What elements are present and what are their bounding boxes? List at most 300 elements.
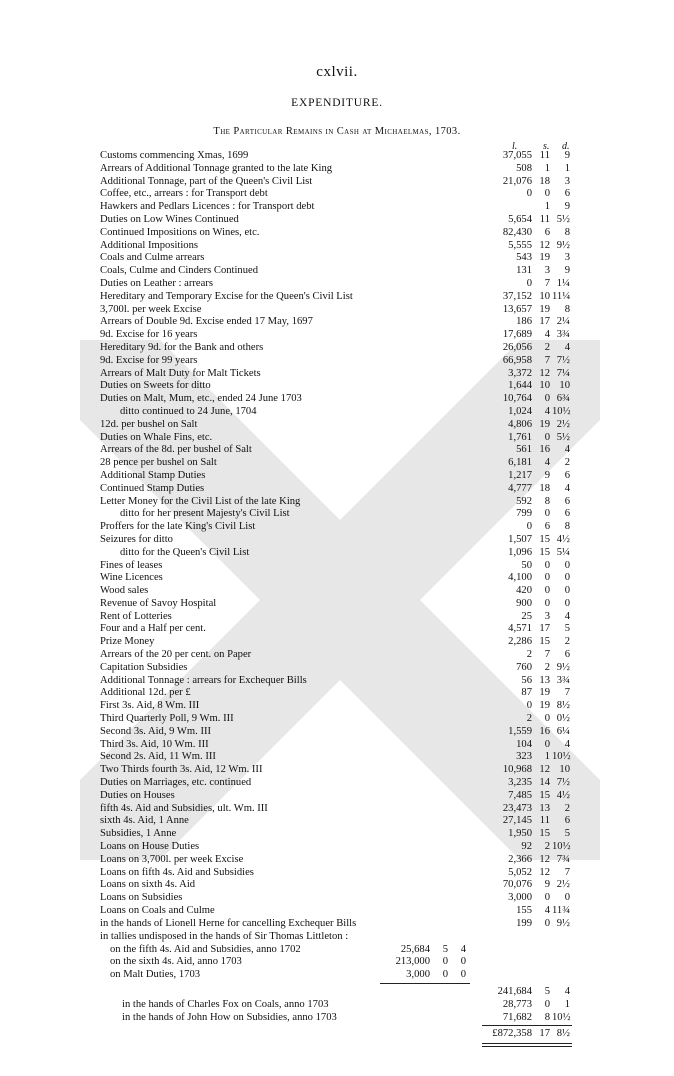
amount-pence: 8½ <box>556 700 570 712</box>
row-label: Hawkers and Pedlars Licences : for Transport debt <box>100 201 315 213</box>
hands-pence: 10½ <box>552 1011 571 1023</box>
tally-pence: 0 <box>460 956 466 968</box>
ledger-row <box>100 188 580 201</box>
amount-pounds: 4,806 <box>508 418 532 430</box>
ledger-row <box>100 547 580 560</box>
amount-pence: 2 <box>564 457 570 469</box>
ledger-row <box>100 457 580 470</box>
amount-shillings: 4 <box>544 405 550 417</box>
amount-pence: 10½ <box>552 405 571 417</box>
ledger-row <box>100 534 580 547</box>
row-label: ditto continued to 24 June, 1704 <box>120 405 257 417</box>
ledger-row <box>100 751 580 764</box>
row-label: Duties on Houses <box>100 789 175 801</box>
ledger-row <box>100 432 580 445</box>
ledger-row <box>100 713 580 726</box>
ledger-row <box>100 252 580 265</box>
ledger-row <box>100 841 580 854</box>
grand-total-pounds: £872,358 <box>492 1028 532 1040</box>
ledger-row <box>100 764 580 777</box>
amount-pence: 11¾ <box>552 905 571 917</box>
amount-pence: 0 <box>564 597 570 609</box>
amount-pounds: 420 <box>516 585 532 597</box>
amount-pounds: 13,657 <box>502 303 532 315</box>
ledger-row <box>100 879 580 892</box>
amount-pounds: 1,024 <box>508 405 532 417</box>
ledger-row <box>100 687 580 700</box>
amount-shillings: 9 <box>544 469 550 481</box>
ledger-row <box>100 803 580 816</box>
amount-pounds: 5,654 <box>508 213 532 225</box>
amount-pence: 10 <box>559 380 570 392</box>
amount-shillings: 2 <box>544 841 550 853</box>
row-label: Continued Stamp Duties <box>100 482 205 494</box>
row-label: Continued Impositions on Wines, etc. <box>100 226 260 238</box>
ledger-row <box>100 585 580 598</box>
amount-pounds: 2,286 <box>508 636 532 648</box>
column-head-shillings: s. <box>543 141 550 152</box>
ledger-row <box>100 867 580 880</box>
amount-shillings: 0 <box>544 597 550 609</box>
row-label: Additional Stamp Duties <box>100 469 206 481</box>
amount-shillings: 17 <box>539 316 550 328</box>
amount-pence: 3 <box>564 252 570 264</box>
ledger-row <box>100 623 580 636</box>
amount-pence: 0 <box>564 572 570 584</box>
amount-pounds: 17,689 <box>502 329 532 341</box>
amount-shillings: 3 <box>544 265 550 277</box>
amount-shillings: 7 <box>544 354 550 366</box>
amount-pounds: 3,372 <box>508 367 532 379</box>
amount-pounds: 1,096 <box>508 546 532 558</box>
ledger-row <box>100 150 580 163</box>
row-label: Duties on Low Wines Continued <box>100 213 239 225</box>
ledger-row <box>100 649 580 662</box>
amount-pence: 9½ <box>556 917 570 929</box>
amount-pounds: 186 <box>516 316 532 328</box>
amount-shillings: 14 <box>539 777 550 789</box>
amount-pence: 4 <box>564 610 570 622</box>
tally-pounds: 213,000 <box>395 956 430 968</box>
amount-shillings: 19 <box>539 303 550 315</box>
amount-pounds: 3,000 <box>508 892 532 904</box>
tally-rule <box>380 983 470 984</box>
page-subheading: The Particular Remains in Cash at Michaelmas, 1703. <box>213 126 461 137</box>
amount-pence: 5 <box>564 828 570 840</box>
row-label: Duties on Whale Fins, etc. <box>100 431 213 443</box>
grand-total-rule-bottom-2 <box>482 1046 572 1047</box>
amount-pounds: 760 <box>516 661 532 673</box>
amount-pence: 6¼ <box>556 725 570 737</box>
amount-shillings: 0 <box>544 431 550 443</box>
ledger-row <box>100 419 580 432</box>
tally-shillings: 5 <box>442 943 448 955</box>
amount-shillings: 0 <box>544 508 550 520</box>
row-label: Capitation Subsidies <box>100 661 188 673</box>
amount-pence: 10½ <box>552 751 571 763</box>
amount-pence: 4 <box>564 341 570 353</box>
amount-pounds: 131 <box>516 265 532 277</box>
amount-pence: 5½ <box>556 431 570 443</box>
amount-pence: 9 <box>564 265 570 277</box>
amount-pence: 6 <box>564 508 570 520</box>
hands-shillings: 0 <box>544 998 550 1010</box>
hands-label: in the hands of Charles Fox on Coals, anno 1703 <box>122 998 329 1010</box>
amount-pounds: 3,235 <box>508 777 532 789</box>
amount-pounds: 10,968 <box>502 764 532 776</box>
column-head-pounds: l. <box>512 141 518 152</box>
ledger-row <box>100 278 580 291</box>
amount-shillings: 0 <box>544 892 550 904</box>
grand-total-rule-bottom-1 <box>482 1043 572 1044</box>
row-label: Duties on Sweets for ditto <box>100 380 211 392</box>
row-label: Loans on Subsidies <box>100 892 183 904</box>
ledger-row <box>100 342 580 355</box>
ledger-row <box>100 240 580 253</box>
ledger-row <box>100 572 580 585</box>
row-label: Hereditary and Temporary Excise for the Queen's Civil List <box>100 290 353 302</box>
hands-label: in the hands of John How on Subsidies, anno 1703 <box>122 1011 337 1023</box>
amount-shillings: 0 <box>544 572 550 584</box>
ledger-row <box>100 726 580 739</box>
amount-shillings: 12 <box>539 764 550 776</box>
amount-shillings: 18 <box>539 482 550 494</box>
row-label: Wood sales <box>100 585 149 597</box>
row-label: Arrears of the 20 per cent. on Paper <box>100 649 252 661</box>
row-label: Second 2s. Aid, 11 Wm. III <box>100 751 216 763</box>
row-label: in the hands of Lionell Herne for cancelling Exchequer Bills <box>100 917 357 929</box>
amount-pence: 1¼ <box>556 277 570 289</box>
row-label: Two Thirds fourth 3s. Aid, 12 Wm. III <box>100 764 263 776</box>
amount-pence: 5 <box>564 623 570 635</box>
ledger-row <box>100 598 580 611</box>
ledger-row <box>100 508 580 521</box>
amount-pounds: 87 <box>521 687 532 699</box>
row-label: 9d. Excise for 16 years <box>100 329 198 341</box>
tally-pence: 0 <box>460 969 466 981</box>
ledger-row <box>100 163 580 176</box>
ledger-row <box>100 316 580 329</box>
amount-pounds: 4,100 <box>508 572 532 584</box>
row-label: Seizures for ditto <box>100 533 173 545</box>
amount-shillings: 16 <box>539 725 550 737</box>
ledger-row <box>100 918 580 931</box>
row-label: fifth 4s. Aid and Subsidies, ult. Wm. III <box>100 802 268 814</box>
row-label: Loans on Coals and Culme <box>100 905 215 917</box>
amount-pence: 3¾ <box>556 674 570 686</box>
amount-shillings: 12 <box>539 367 550 379</box>
amount-pence: 11¼ <box>552 290 571 302</box>
ledger-row <box>100 521 580 534</box>
column-head-pence: d. <box>562 141 570 152</box>
amount-shillings: 19 <box>539 700 550 712</box>
amount-shillings: 7 <box>544 649 550 661</box>
amount-pounds: 25 <box>521 610 532 622</box>
amount-shillings: 8 <box>544 495 550 507</box>
row-label: Revenue of Savoy Hospital <box>100 597 217 609</box>
amount-pounds: 1,559 <box>508 725 532 737</box>
amount-shillings: 0 <box>544 917 550 929</box>
row-label: Third 3s. Aid, 10 Wm. III <box>100 738 209 750</box>
amount-pounds: 561 <box>516 444 532 456</box>
amount-shillings: 9 <box>544 879 550 891</box>
amount-shillings: 12 <box>539 239 550 251</box>
amount-shillings: 12 <box>539 866 550 878</box>
amount-pence: 7 <box>564 866 570 878</box>
amount-pence: 0 <box>564 892 570 904</box>
amount-pence: 7½ <box>556 354 570 366</box>
amount-pounds: 199 <box>516 917 532 929</box>
row-label: Customs commencing Xmas, 1699 <box>100 150 249 161</box>
amount-shillings: 0 <box>544 713 550 725</box>
amount-pounds: 5,052 <box>508 866 532 878</box>
amount-pence: 6 <box>564 469 570 481</box>
ledger-row <box>100 265 580 278</box>
amount-pence: 9½ <box>556 661 570 673</box>
tally-pounds: 25,684 <box>400 943 430 955</box>
amount-shillings: 11 <box>539 213 550 225</box>
amount-pounds: 799 <box>516 508 532 520</box>
row-label: Coffee, etc., arrears : for Transport debt <box>100 188 268 200</box>
amount-pounds: 37,152 <box>502 290 532 302</box>
amount-pence: 2½ <box>556 418 570 430</box>
amount-pence: 9 <box>564 150 570 161</box>
ledger-row <box>100 905 580 918</box>
amount-shillings: 13 <box>539 674 550 686</box>
row-label: Loans on sixth 4s. Aid <box>100 879 196 891</box>
ledger-row <box>100 675 580 688</box>
amount-shillings: 7 <box>544 277 550 289</box>
tally-total-shillings: 5 <box>544 986 550 997</box>
amount-pounds: 0 <box>526 277 532 289</box>
ledger-row <box>100 406 580 419</box>
row-label: Loans on 3,700l. per week Excise <box>100 853 244 865</box>
hands-pence: 1 <box>564 998 570 1010</box>
grand-total-rule-top <box>482 1025 572 1026</box>
amount-pounds: 5,555 <box>508 239 532 251</box>
amount-pence: 4½ <box>556 533 570 545</box>
amount-pence: 6¾ <box>556 393 570 405</box>
amount-pounds: 155 <box>516 905 532 917</box>
row-label: Wine Licences <box>100 572 163 584</box>
row-label: Coals, Culme and Cinders Continued <box>100 265 259 277</box>
amount-pence: 7 <box>564 687 570 699</box>
row-label: 12d. per bushel on Salt <box>100 418 198 430</box>
amount-pounds: 104 <box>516 738 532 750</box>
ledger-row <box>100 700 580 713</box>
amount-pounds: 21,076 <box>502 175 532 187</box>
amount-shillings: 1 <box>544 201 550 213</box>
amount-shillings: 4 <box>544 905 550 917</box>
amount-pence: 7¾ <box>556 853 570 865</box>
page-heading: EXPENDITURE. <box>291 97 383 109</box>
amount-pounds: 23,473 <box>502 802 532 814</box>
amount-shillings: 3 <box>544 610 550 622</box>
amount-shillings: 19 <box>539 687 550 699</box>
grand-total-shillings: 17 <box>539 1028 550 1040</box>
row-label: Duties on Leather : arrears <box>100 277 213 289</box>
amount-shillings: 6 <box>544 226 550 238</box>
amount-pounds: 543 <box>516 252 532 264</box>
amount-shillings: 10 <box>539 380 550 392</box>
amount-pence: 4½ <box>556 789 570 801</box>
row-label: Loans on fifth 4s. Aid and Subsidies <box>100 866 254 878</box>
row-label: Rent of Lotteries <box>100 610 172 622</box>
row-label: ditto for the Queen's Civil List <box>120 546 250 558</box>
ledger-row <box>100 444 580 457</box>
grand-total-pence: 8½ <box>556 1028 570 1040</box>
ledger-row <box>100 380 580 393</box>
tallies-intro: in tallies undisposed in the hands of Sir Thomas Littleton : <box>100 930 349 942</box>
ledger-row <box>100 368 580 381</box>
amount-shillings: 18 <box>539 175 550 187</box>
row-label: 9d. Excise for 99 years <box>100 354 198 366</box>
amount-pence: 3 <box>564 175 570 187</box>
row-label: sixth 4s. Aid, 1 Anne <box>100 815 189 827</box>
amount-pounds: 508 <box>516 162 532 174</box>
amount-shillings: 12 <box>539 853 550 865</box>
amount-pounds: 4,571 <box>508 623 532 635</box>
row-label: Arrears of Malt Duty for Malt Tickets <box>100 367 261 379</box>
amount-pence: 9½ <box>556 239 570 251</box>
amount-pence: 1 <box>564 162 570 174</box>
ledger-row <box>100 611 580 624</box>
amount-shillings: 17 <box>539 623 550 635</box>
row-label: Prize Money <box>100 636 155 648</box>
amount-shillings: 4 <box>544 457 550 469</box>
amount-pounds: 0 <box>526 700 532 712</box>
row-label: Four and a Half per cent. <box>100 623 206 635</box>
amount-shillings: 0 <box>544 188 550 200</box>
ledger-row <box>100 355 580 368</box>
amount-shillings: 19 <box>539 252 550 264</box>
amount-shillings: 2 <box>544 661 550 673</box>
amount-shillings: 0 <box>544 393 550 405</box>
amount-shillings: 1 <box>544 162 550 174</box>
ledger-row <box>100 201 580 214</box>
amount-pence: 2¼ <box>556 316 570 328</box>
amount-pounds: 900 <box>516 597 532 609</box>
tally-shillings: 0 <box>442 956 448 968</box>
amount-pence: 0 <box>564 559 570 571</box>
amount-pounds: 1,950 <box>508 828 532 840</box>
amount-pounds: 1,761 <box>508 431 532 443</box>
ledger-row <box>100 739 580 752</box>
amount-pence: 7½ <box>556 777 570 789</box>
amount-pence: 2 <box>564 802 570 814</box>
ledger-row <box>100 291 580 304</box>
amount-pounds: 82,430 <box>502 226 532 238</box>
tally-total-pence: 4 <box>564 986 570 997</box>
amount-shillings: 10 <box>539 290 550 302</box>
row-label: Hereditary 9d. for the Bank and others <box>100 341 264 353</box>
ledger-row <box>100 329 580 342</box>
amount-shillings: 19 <box>539 418 550 430</box>
amount-pence: 6 <box>564 495 570 507</box>
row-label: Duties on Malt, Mum, etc., ended 24 June 1703 <box>100 393 302 405</box>
tally-shillings: 0 <box>442 969 448 981</box>
amount-pounds: 2 <box>526 649 532 661</box>
ledger-row <box>100 393 580 406</box>
hands-pounds: 28,773 <box>502 998 532 1010</box>
tally-total-pounds: 241,684 <box>497 986 532 997</box>
ledger-row <box>100 470 580 483</box>
amount-shillings: 13 <box>539 802 550 814</box>
ledger-row <box>100 483 580 496</box>
page-folio: cxlvii. <box>316 64 358 80</box>
amount-pounds: 56 <box>521 674 532 686</box>
row-label: Additional 12d. per £ <box>100 687 191 699</box>
amount-pounds: 27,145 <box>502 815 532 827</box>
amount-shillings: 0 <box>544 585 550 597</box>
amount-shillings: 11 <box>539 815 550 827</box>
ledger-row <box>100 777 580 790</box>
amount-pounds: 70,076 <box>502 879 532 891</box>
hands-pounds: 71,682 <box>502 1011 532 1023</box>
amount-shillings: 15 <box>539 533 550 545</box>
row-label: Additional Impositions <box>100 239 198 251</box>
amount-pence: 0½ <box>556 713 570 725</box>
amount-pence: 2½ <box>556 879 570 891</box>
row-label: Second 3s. Aid, 9 Wm. III <box>100 725 212 737</box>
amount-pounds: 0 <box>526 521 532 533</box>
amount-pounds: 66,958 <box>502 354 532 366</box>
row-label: Subsidies, 1 Anne <box>100 828 177 840</box>
row-label: First 3s. Aid, 8 Wm. III <box>100 700 200 712</box>
row-label: Loans on House Duties <box>100 841 200 853</box>
amount-pence: 4 <box>564 482 570 494</box>
amount-pounds: 2,366 <box>508 853 532 865</box>
ledger-row <box>100 176 580 189</box>
row-label: Coals and Culme arrears <box>100 252 205 264</box>
amount-pence: 6 <box>564 649 570 661</box>
amount-pence: 2 <box>564 636 570 648</box>
row-label: Fines of leases <box>100 559 163 571</box>
amount-pence: 6 <box>564 188 570 200</box>
row-label: Additional Tonnage, part of the Queen's Civil List <box>100 175 313 187</box>
amount-pounds: 7,485 <box>508 789 532 801</box>
ledger-row <box>100 214 580 227</box>
amount-pence: 5¼ <box>556 546 570 558</box>
row-label: Arrears of Additional Tonnage granted to the late King <box>100 162 333 174</box>
amount-shillings: 15 <box>539 546 550 558</box>
amount-pence: 5½ <box>556 213 570 225</box>
amount-pounds: 1,644 <box>508 380 532 392</box>
amount-pounds: 2 <box>526 713 532 725</box>
ledger-row <box>100 854 580 867</box>
amount-pounds: 1,217 <box>508 469 532 481</box>
amount-shillings: 6 <box>544 521 550 533</box>
amount-pounds: 0 <box>526 188 532 200</box>
row-label: Arrears of Double 9d. Excise ended 17 May, 1697 <box>100 316 313 328</box>
row-label: Third Quarterly Poll, 9 Wm. III <box>100 713 234 725</box>
amount-pounds: 4,777 <box>508 482 532 494</box>
amount-shillings: 16 <box>539 444 550 456</box>
amount-shillings: 1 <box>544 751 550 763</box>
row-label: Letter Money for the Civil List of the late King <box>100 495 301 507</box>
amount-pounds: 1,507 <box>508 533 532 545</box>
amount-pounds: 323 <box>516 751 532 763</box>
amount-pounds: 50 <box>521 559 532 571</box>
row-label: Additional Tonnage : arrears for Exchequer Bills <box>100 674 307 686</box>
amount-pounds: 10,764 <box>502 393 532 405</box>
row-label: ditto for her present Majesty's Civil List <box>120 508 290 520</box>
amount-pence: 8 <box>564 521 570 533</box>
amount-pounds: 37,055 <box>502 150 532 161</box>
ledger-row <box>100 790 580 803</box>
amount-shillings: 15 <box>539 636 550 648</box>
amount-shillings: 2 <box>544 341 550 353</box>
